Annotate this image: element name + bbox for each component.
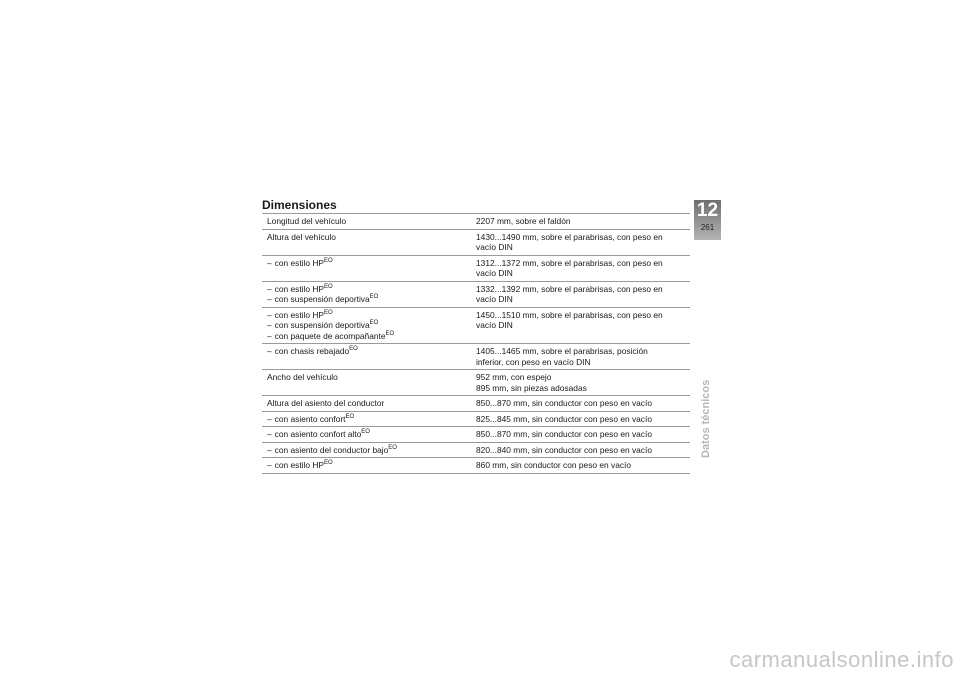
spec-label-text: con asiento del conductor bajo bbox=[274, 444, 389, 455]
table-row bbox=[262, 214, 690, 230]
spec-value-line: vacío DIN bbox=[476, 242, 513, 252]
spec-value-line: 952 mm, con espejo bbox=[476, 372, 552, 382]
spec-label-line bbox=[267, 216, 467, 227]
table-row bbox=[262, 427, 690, 443]
table-row bbox=[262, 411, 690, 427]
spec-value-line: vacío DIN bbox=[476, 320, 513, 330]
spec-value-cell bbox=[471, 396, 690, 412]
table-row bbox=[262, 281, 690, 307]
table-row bbox=[262, 458, 690, 474]
chapter-title: Datos técnicos bbox=[700, 379, 712, 458]
table-row bbox=[262, 307, 690, 344]
dash-marker: – bbox=[267, 444, 272, 455]
spec-label-text: con asiento confort bbox=[274, 413, 346, 424]
spec-value-cell bbox=[471, 411, 690, 427]
spec-value-line: 860 mm, sin conductor con peso en vacío bbox=[476, 460, 632, 470]
spec-value-line: 1405...1465 mm, sobre el parabrisas, posición bbox=[476, 346, 648, 356]
spec-value-line: inferior, con peso en vacío DIN bbox=[476, 356, 591, 367]
spec-label-line bbox=[267, 310, 467, 321]
spec-value-cell bbox=[471, 442, 690, 458]
spec-value-line: 850...870 mm, sin conductor con peso en vacío bbox=[476, 398, 652, 408]
dash-marker: – bbox=[267, 320, 272, 330]
chapter-tab[interactable] bbox=[694, 200, 721, 240]
optional-equipment-mark: EO bbox=[385, 330, 395, 337]
spec-label-text: Altura del vehículo bbox=[267, 231, 336, 242]
spec-value-line: 825...845 mm, sin conductor con peso en vacío bbox=[476, 413, 652, 424]
optional-equipment-mark: EO bbox=[324, 460, 333, 467]
spec-label-line bbox=[267, 284, 467, 295]
spec-value-cell bbox=[471, 344, 690, 370]
spec-value-cell bbox=[471, 370, 690, 396]
spec-value-line: 1430...1490 mm, sobre el parabrisas, con peso en bbox=[476, 231, 663, 242]
spec-label-text: Altura del asiento del conductor bbox=[267, 398, 385, 408]
spec-label-text: Longitud del vehículo bbox=[267, 216, 347, 226]
spec-label-text: con estilo HP bbox=[274, 309, 325, 320]
spec-value-cell bbox=[471, 427, 690, 443]
spec-value-line: 895 mm, sin piezas adosadas bbox=[476, 382, 587, 393]
dash-marker: – bbox=[267, 309, 272, 320]
spec-value-cell bbox=[471, 214, 690, 230]
spec-label-line bbox=[267, 429, 467, 440]
spec-label-cell bbox=[262, 442, 471, 458]
spec-label-cell bbox=[262, 370, 471, 396]
table-row bbox=[262, 370, 690, 396]
optional-equipment-mark: EO bbox=[324, 257, 333, 264]
spec-value-line: vacío DIN bbox=[476, 294, 513, 304]
spec-value-cell bbox=[471, 229, 690, 255]
table-row bbox=[262, 255, 690, 281]
spec-label-text: con suspensión deportiva bbox=[274, 320, 370, 330]
section-title: Dimensiones bbox=[262, 198, 337, 212]
spec-label-text: con estilo HP bbox=[274, 460, 325, 470]
table-row bbox=[262, 344, 690, 370]
optional-equipment-mark: EO bbox=[388, 444, 397, 451]
optional-equipment-mark: EO bbox=[349, 346, 358, 353]
spec-label-text: con suspensión deportiva bbox=[274, 294, 370, 304]
chapter-number: 12 bbox=[696, 200, 719, 221]
dash-marker: – bbox=[267, 283, 272, 294]
spec-value-line: 820...840 mm, sin conductor con peso en vacío bbox=[476, 444, 652, 455]
optional-equipment-mark: EO bbox=[361, 429, 370, 436]
table-row bbox=[262, 396, 690, 412]
optional-equipment-mark: EO bbox=[369, 320, 379, 327]
spec-label-line bbox=[267, 294, 467, 305]
dash-marker: – bbox=[267, 429, 272, 439]
optional-equipment-mark: EO bbox=[369, 294, 379, 301]
watermark: carmanualsonline.info bbox=[729, 647, 954, 672]
spec-label-text: Ancho del vehículo bbox=[267, 372, 338, 382]
page-number: 261 bbox=[700, 223, 715, 232]
spec-value-cell bbox=[471, 255, 690, 281]
spec-label-line bbox=[267, 320, 467, 331]
spec-value-line: 2207 mm, sobre el faldón bbox=[476, 216, 571, 226]
spec-value-cell bbox=[471, 458, 690, 474]
spec-value-line: 1332...1392 mm, sobre el parabrisas, con peso en bbox=[476, 283, 663, 294]
dash-marker: – bbox=[267, 257, 272, 268]
dimensions-table bbox=[262, 213, 690, 474]
spec-label-line bbox=[267, 331, 467, 342]
spec-label-cell bbox=[262, 458, 471, 474]
spec-label-line bbox=[267, 372, 467, 383]
spec-label-line bbox=[267, 398, 467, 409]
table-row bbox=[262, 442, 690, 458]
spec-label-cell bbox=[262, 307, 471, 344]
spec-label-text: con paquete de acompañante bbox=[274, 330, 386, 341]
spec-label-line bbox=[267, 232, 467, 243]
spec-label-cell bbox=[262, 214, 471, 230]
dash-marker: – bbox=[267, 330, 272, 341]
spec-value-cell bbox=[471, 307, 690, 344]
spec-label-line bbox=[267, 414, 467, 425]
optional-equipment-mark: EO bbox=[324, 309, 333, 316]
spec-label-text: con chasis rebajado bbox=[274, 346, 350, 356]
spec-label-cell bbox=[262, 396, 471, 412]
spec-value-line: 1450...1510 mm, sobre el parabrisas, con peso en bbox=[476, 309, 663, 320]
spec-label-cell bbox=[262, 411, 471, 427]
table-row bbox=[262, 229, 690, 255]
dash-marker: – bbox=[267, 294, 272, 304]
dimensions-table-body bbox=[262, 214, 690, 474]
spec-label-line bbox=[267, 445, 467, 456]
spec-label-cell bbox=[262, 281, 471, 307]
spec-value-cell bbox=[471, 281, 690, 307]
spec-label-line bbox=[267, 346, 467, 357]
dash-marker: – bbox=[267, 413, 272, 424]
optional-equipment-mark: EO bbox=[324, 283, 333, 290]
spec-label-cell bbox=[262, 427, 471, 443]
spec-label-cell bbox=[262, 255, 471, 281]
spec-value-line: vacío DIN bbox=[476, 268, 513, 278]
dash-marker: – bbox=[267, 346, 272, 356]
dash-marker: – bbox=[267, 460, 272, 470]
spec-label-text: con estilo HP bbox=[274, 257, 325, 268]
spec-value-line: 1312...1372 mm, sobre el parabrisas, con peso en bbox=[476, 257, 663, 268]
spec-label-line bbox=[267, 258, 467, 269]
spec-label-text: con asiento confort alto bbox=[274, 429, 362, 439]
spec-label-cell bbox=[262, 344, 471, 370]
spec-label-text: con estilo HP bbox=[274, 283, 325, 294]
spec-value-line: 850...870 mm, sin conductor con peso en vacío bbox=[476, 429, 652, 439]
spec-label-line bbox=[267, 460, 467, 471]
spec-label-cell bbox=[262, 229, 471, 255]
optional-equipment-mark: EO bbox=[345, 413, 355, 420]
